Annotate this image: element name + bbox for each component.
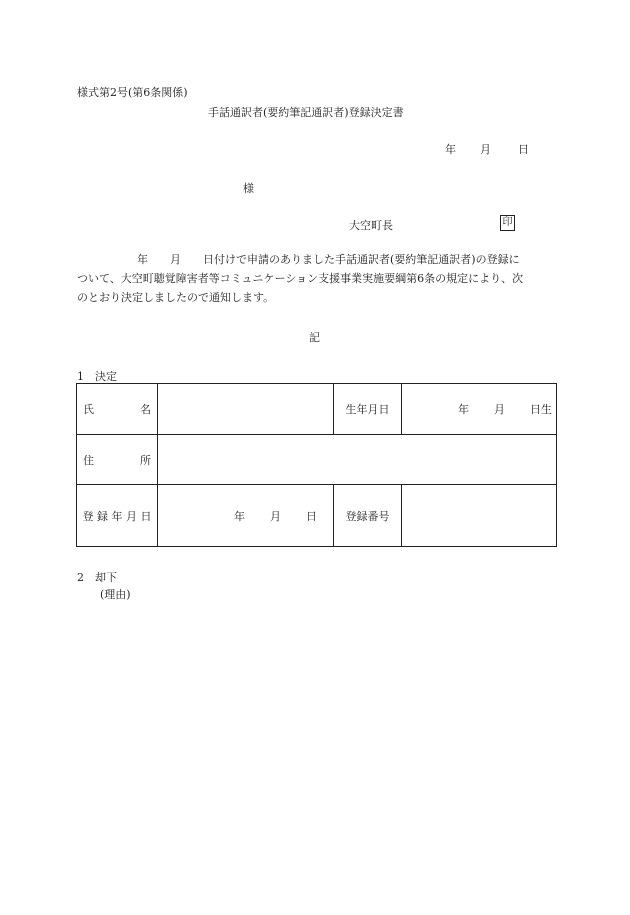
row-address bbox=[77, 435, 557, 485]
reg-date-label: 登 録 年 月 日 bbox=[77, 485, 158, 547]
row-registration bbox=[77, 485, 557, 547]
name-label-cell bbox=[77, 384, 158, 435]
issue-date bbox=[445, 141, 529, 157]
section-decision-heading: 1 決定 bbox=[77, 370, 117, 383]
birth-label: 生年月日 bbox=[334, 384, 402, 435]
notice-body-line-3: のとおり決定しましたので通知します。 bbox=[77, 291, 275, 304]
birth-month: 月 bbox=[494, 403, 505, 416]
address-label-cell bbox=[77, 435, 158, 485]
form-number-label: 様式第2号(第6条関係) bbox=[77, 86, 188, 99]
birth-year: 年 bbox=[458, 403, 469, 416]
reg-number-value-cell[interactable] bbox=[402, 485, 557, 547]
issue-date-month: 月 bbox=[480, 143, 491, 156]
document-title: 手話通訳者(要約筆記通訳者)登録決定書 bbox=[208, 106, 404, 119]
ki-marker: 記 bbox=[309, 331, 320, 344]
name-label-2: 名 bbox=[140, 403, 151, 416]
addressee-honorific: 様 bbox=[243, 182, 254, 195]
notice-body bbox=[77, 250, 555, 307]
address-label-2: 所 bbox=[140, 453, 151, 467]
rejection-reason-label: (理由) bbox=[100, 588, 131, 601]
reg-year: 年 bbox=[234, 509, 245, 523]
seal-mark: 印 bbox=[500, 215, 515, 231]
notice-body-line-1: 年 月 日付けで申請のありました手話通訳者(要約筆記通訳者)の登録に bbox=[137, 253, 520, 266]
section-rejection-heading: 2 却下 bbox=[77, 571, 117, 584]
birth-day: 日生 bbox=[530, 403, 552, 416]
issue-date-day: 日 bbox=[518, 143, 529, 156]
reg-date-value-cell[interactable] bbox=[158, 485, 334, 547]
decision-table bbox=[76, 383, 557, 547]
address-value-cell[interactable] bbox=[158, 435, 557, 485]
notice-body-line-2: ついて、大空町聴覚障害者等コミュニケーション支援事業実施要綱第6条の規定により、次 bbox=[77, 272, 524, 285]
issuer-title: 大空町長 bbox=[349, 219, 393, 232]
birth-value-cell[interactable] bbox=[402, 384, 557, 435]
reg-month: 月 bbox=[270, 509, 281, 523]
address-label-1: 住 bbox=[83, 453, 94, 467]
reg-day: 日 bbox=[306, 509, 317, 523]
name-label-1: 氏 bbox=[83, 403, 94, 416]
issue-date-year: 年 bbox=[445, 143, 456, 156]
reg-number-label: 登録番号 bbox=[334, 485, 402, 547]
name-value-cell[interactable] bbox=[158, 384, 334, 435]
row-name bbox=[77, 384, 557, 435]
